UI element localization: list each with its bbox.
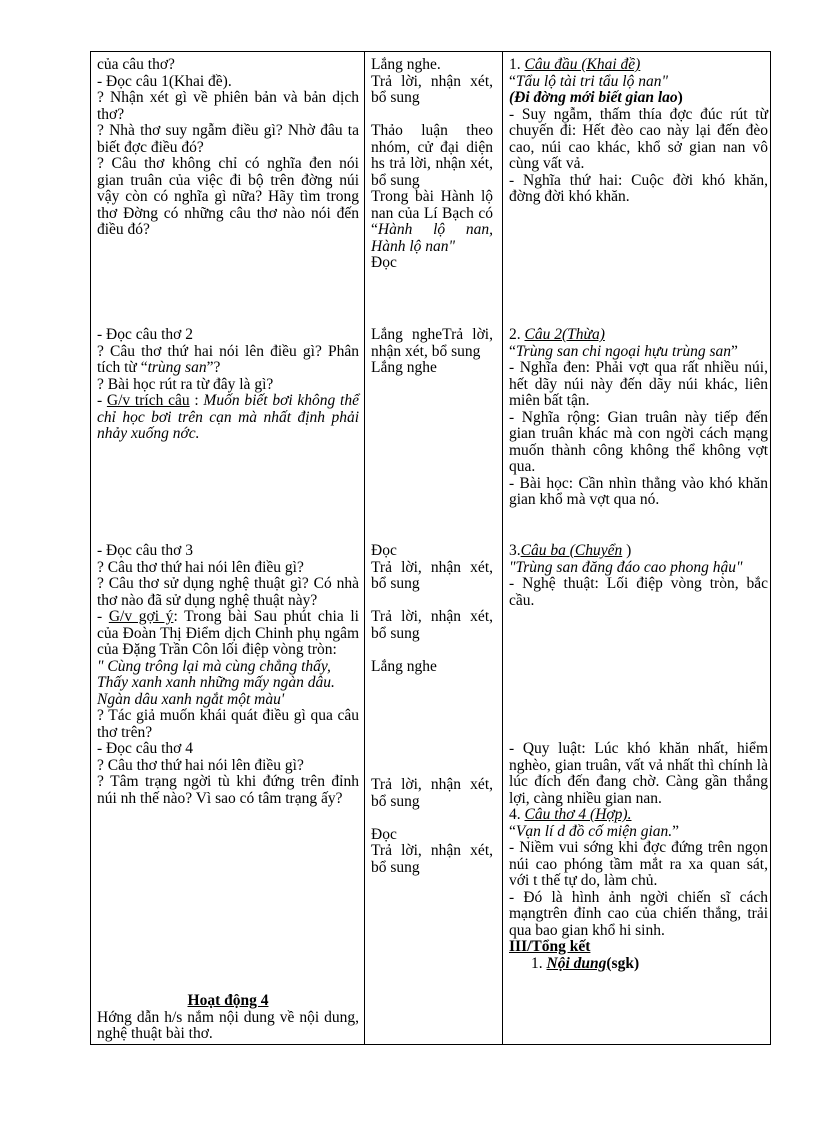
table-border-top: [90, 51, 771, 52]
text-line: Đọc: [371, 542, 397, 559]
table-border-right: [770, 51, 771, 1045]
text-line: Thảo luận theo nhóm, cử đại diện hs trả lời, nhận xét, bổ sung: [371, 122, 493, 189]
student-activity-block-4: [371, 777, 493, 876]
activity-4-block: [97, 993, 359, 1043]
table-border-bottom: [90, 1044, 771, 1045]
text-line: Đọc: [371, 825, 397, 843]
text-line: - Đó là hình ảnh ngời chiến sĩ cách mạngtrên đỉnh cao của chiến thắng, trải qua bao gian khổ hi sinh.: [509, 888, 768, 939]
section-title: Câu ba (Chuyển: [520, 542, 623, 559]
question: ? Nhà thơ suy ngẫm điều gì? Nhờ đâu ta biết đợc điều đó?: [97, 122, 359, 156]
teacher-quote-label: G/v trích câu: [106, 392, 190, 409]
text: ? Câu thơ thứ hai nói lên điều gì? Phân tích từ “: [97, 342, 359, 376]
text-line: - Đọc câu thơ 2: [97, 326, 193, 343]
student-activity-block-3: [371, 543, 493, 675]
text-line: Trả lời, nhận xét, bổ sung: [371, 558, 493, 592]
text-line: Đọc: [371, 254, 397, 271]
poem-line: “Vạn lí d đồ cố miện gian.”: [509, 822, 680, 840]
question: ? Câu thơ thứ hai nói lên điều gì?: [97, 558, 304, 576]
summary-item: 1. Nội dung(sgk): [531, 954, 640, 972]
text-line: Lắng nghe: [371, 359, 437, 376]
text-line: Trong bài Hành lộ nan của Lí Bạch có “Hành lộ nan, Hành lộ nan": [371, 188, 493, 255]
text-line: của câu thơ?: [97, 56, 175, 73]
text-line: Lắng nghe: [371, 657, 437, 675]
text: ”?: [206, 359, 221, 376]
text-line: - Đọc câu thơ 3: [97, 542, 193, 559]
section-heading: 2. Câu 2(Thừa): [509, 326, 605, 343]
section-heading: 1. Câu đầu (Khai đề): [509, 56, 641, 73]
question: ? Tâm trạng ngời tù khi đứng trên đỉnh núi nh thế nào? Vì sao có tâm trạng ấy?: [97, 773, 359, 807]
content-block-1: [509, 57, 768, 206]
poem-line: Thấy xanh xanh những mấy ngàn dâu.: [97, 674, 335, 691]
teacher-activity-block-2: [97, 327, 359, 443]
text-line: - Nghĩa đen: Phải vợt qua rất nhiều núi, hết dãy núi này đến dãy núi khác, liên miên bất tận.: [509, 359, 768, 409]
text-line: - Bài học: Cần nhìn thẳng vào khó khăn gian khổ mà vợt qua nó.: [509, 474, 768, 508]
text-line: Trả lời, nhận xét, bổ sung: [371, 776, 493, 810]
poem-line: “Tẩu lộ tài tri tẩu lộ nan": [509, 72, 668, 90]
table-border-left: [90, 51, 91, 1045]
teacher-hint: - G/v gợi ý: Trong bài Sau phút chia li của Đoàn Thị Điểm dịch Chinh phụ ngâm của Đặng Trần Côn lối điệp vòng tròn:: [97, 608, 359, 658]
text-line: - Đọc câu thơ 4: [97, 740, 193, 757]
text-line: - Nghệ thuật: Lối điệp vòng tròn, bắc cầu.: [509, 575, 768, 609]
text-line: Hớng dẫn h/s nắm nội dung về nội dung, nghệ thuật bài thơ.: [97, 1008, 359, 1042]
question: ? Câu thơ sử dụng nghệ thuật gì? Có nhà thơ nào đã sử dụng nghệ thuật này?: [97, 575, 359, 609]
quoted-word: trùng san: [147, 359, 207, 376]
text-line: Trả lời, nhận xét, bổ sung: [371, 72, 493, 106]
column-divider-1: [364, 51, 365, 1045]
summary-heading: III/Tổng kết: [509, 938, 591, 955]
text-line: - Nghĩa rộng: Gian truân này tiếp đến gian truân khác mà con ngời cách mạng muốn thành công không thể không vợt qua.: [509, 408, 768, 475]
lesson-table: [90, 51, 771, 1045]
summary-item-title: Nội dung: [546, 954, 607, 972]
column-divider-2: [502, 51, 503, 1045]
poem-line: " Cùng trông lại mà cùng chẳng thấy,: [97, 657, 331, 675]
teacher-activity-block-1: [97, 57, 359, 239]
text-line: Lắng ngheTrả lời, nhận xét, bổ sung: [371, 326, 493, 360]
text-line: - Niềm vui sớng khi đợc đứng trên ngọn núi cao phóng tầm mắt ra xa quan sát, với t thế tự do, làm chủ.: [509, 839, 768, 889]
text-line: - Quy luật: Lúc khó khăn nhất, hiểm nghèo, gian truân, vất vả nhất thì chính là lúc đích đến đang chờ. Càng gần thắng lợi, càng nhiều gian nan.: [509, 740, 768, 807]
section-heading: 3.Câu ba (Chuyển ): [509, 542, 632, 559]
activity-heading: Hoạt động 4: [187, 992, 269, 1009]
content-block-4: [509, 741, 768, 972]
quote-note: - G/v trích câu : Muốn biết bơi không thể chỉ học bơi trên cạn mà nhất định phải nhảy xuống nớc.: [97, 392, 359, 442]
question: ? Câu thơ thứ hai nói lên điều gì?: [97, 756, 304, 774]
question: ? Nhận xét gì về phiên bản và bản dịch thơ?: [97, 89, 359, 123]
content-block-2: [509, 327, 768, 509]
question: ? Tác giả muốn khái quát điều gì qua câu thơ trên?: [97, 707, 359, 741]
question: ? Câu thơ không chỉ có nghĩa đen nói gian truân của việc đi bộ trên đờng núi vậy còn có nghĩa gì nữa? Hãy tìm trong thơ Đờng có những câu thơ nào nói đến điều đó?: [97, 155, 359, 238]
question: ? Bài học rút ra từ đây là gì?: [97, 375, 274, 393]
poem-line: “Trùng san chi ngoại hựu trùng san”: [509, 342, 738, 360]
text-line: - Suy ngẫm, thấm thía đợc đúc rút từ chuyến đi: Hết đèo cao này lại đến đèo cao, núi cao khác, khổ sở gian nan vô cùng vất vả.: [509, 105, 768, 172]
text-line: - Đọc câu 1(Khai đề).: [97, 72, 232, 90]
text-line: Lắng nghe.: [371, 56, 441, 73]
text-line: - Nghĩa thứ hai: Cuộc đời khó khăn, đờng đời khó khăn.: [509, 171, 768, 205]
student-activity-block-2: [371, 327, 493, 377]
section-title: Câu thơ 4 (Hợp).: [524, 806, 632, 823]
section-title: Câu đầu (Khai đề): [524, 56, 641, 73]
teacher-hint-label: G/v gợi ý: [108, 608, 174, 625]
text-line: Trả lời, nhận xét, bổ sung: [371, 608, 493, 642]
content-block-3: [509, 543, 768, 609]
text-line: Trả lời, nhận xét, bổ sung: [371, 842, 493, 876]
question: [97, 344, 359, 377]
translation-line: (Đi đờng mới biết gian lao): [509, 89, 683, 106]
poem-line: Ngàn dâu xanh ngắt một màu': [97, 690, 285, 708]
section-title: Câu 2(Thừa): [524, 326, 605, 343]
student-activity-block-1: [371, 57, 493, 272]
quote-text: Hành lộ nan, Hành lộ nan": [371, 221, 493, 255]
quote-text: Muốn biết bơi không thể chỉ học bơi trên cạn mà nhất định phải nhảy xuống nớc.: [97, 392, 359, 442]
section-heading: 4. Câu thơ 4 (Hợp).: [509, 806, 632, 823]
teacher-activity-block-3: [97, 543, 359, 807]
poem-line: "Trùng san đăng đáo cao phong hậu": [509, 558, 743, 576]
